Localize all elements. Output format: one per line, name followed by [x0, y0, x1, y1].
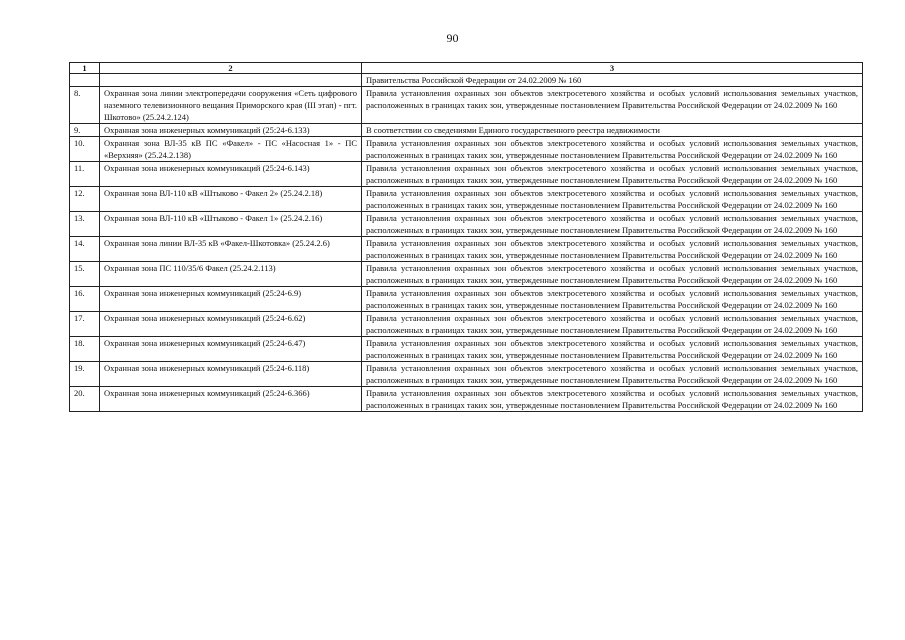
zone-name: Охранная зона инженерных коммуникаций (25:24-6.133) — [100, 124, 362, 137]
table-header-row — [70, 63, 863, 74]
row-number: 19. — [70, 362, 100, 387]
table-row — [70, 262, 863, 287]
legal-basis: Правила установления охранных зон объектов электросетевого хозяйства и особых условий использования земельных участков, расположенных в границах таких зон, утвержденные постановлением Правительства Российской Федерации от 24.02.2009 № 160 — [362, 387, 863, 412]
header-cell-1: 1 — [70, 63, 100, 74]
legal-basis: Правительства Российской Федерации от 24.02.2009 № 160 — [362, 74, 863, 87]
legal-basis: Правила установления охранных зон объектов электросетевого хозяйства и особых условий использования земельных участков, расположенных в границах таких зон, утвержденные постановлением Правительства Российской Федерации от 24.02.2009 № 160 — [362, 212, 863, 237]
legal-basis: Правила установления охранных зон объектов электросетевого хозяйства и особых условий использования земельных участков, расположенных в границах таких зон, утвержденные постановлением Правительства Российской Федерации от 24.02.2009 № 160 — [362, 362, 863, 387]
row-number — [70, 74, 100, 87]
zone-name: Охранная зона линии ВЛ-35 кВ «Факел-Шкотовка» (25.24.2.6) — [100, 237, 362, 262]
legal-basis: Правила установления охранных зон объектов электросетевого хозяйства и особых условий использования земельных участков, расположенных в границах таких зон, утвержденные постановлением Правительства Российской Федерации от 24.02.2009 № 160 — [362, 87, 863, 124]
row-number: 14. — [70, 237, 100, 262]
legal-basis: Правила установления охранных зон объектов электросетевого хозяйства и особых условий использования земельных участков, расположенных в границах таких зон, утвержденные постановлением Правительства Российской Федерации от 24.02.2009 № 160 — [362, 162, 863, 187]
table-row — [70, 137, 863, 162]
table-row — [70, 337, 863, 362]
table-row — [70, 124, 863, 137]
table-row — [70, 87, 863, 124]
legal-basis: Правила установления охранных зон объектов электросетевого хозяйства и особых условий использования земельных участков, расположенных в границах таких зон, утвержденные постановлением Правительства Российской Федерации от 24.02.2009 № 160 — [362, 237, 863, 262]
row-number: 8. — [70, 87, 100, 124]
legal-basis: Правила установления охранных зон объектов электросетевого хозяйства и особых условий использования земельных участков, расположенных в границах таких зон, утвержденные постановлением Правительства Российской Федерации от 24.02.2009 № 160 — [362, 137, 863, 162]
table-row — [70, 212, 863, 237]
legal-basis: Правила установления охранных зон объектов электросетевого хозяйства и особых условий использования земельных участков, расположенных в границах таких зон, утвержденные постановлением Правительства Российской Федерации от 24.02.2009 № 160 — [362, 287, 863, 312]
zone-name: Охранная зона инженерных коммуникаций (25:24-6.366) — [100, 387, 362, 412]
table-row — [70, 312, 863, 337]
legal-basis: Правила установления охранных зон объектов электросетевого хозяйства и особых условий использования земельных участков, расположенных в границах таких зон, утвержденные постановлением Правительства Российской Федерации от 24.02.2009 № 160 — [362, 262, 863, 287]
zones-table — [69, 62, 863, 412]
zone-name: Охранная зона ВЛ-110 кВ «Штыково - Факел 1» (25.24.2.16) — [100, 212, 362, 237]
legal-basis: Правила установления охранных зон объектов электросетевого хозяйства и особых условий использования земельных участков, расположенных в границах таких зон, утвержденные постановлением Правительства Российской Федерации от 24.02.2009 № 160 — [362, 337, 863, 362]
page-number: 90 — [446, 31, 459, 45]
zone-name: Охранная зона инженерных коммуникаций (25:24-6.143) — [100, 162, 362, 187]
row-number: 20. — [70, 387, 100, 412]
row-number: 9. — [70, 124, 100, 137]
row-number: 10. — [70, 137, 100, 162]
row-number: 16. — [70, 287, 100, 312]
header-cell-2: 2 — [100, 63, 362, 74]
row-number: 13. — [70, 212, 100, 237]
continuation-row — [70, 74, 863, 87]
zone-name: Охранная зона ПС 110/35/6 Факел (25.24.2.113) — [100, 262, 362, 287]
header-cell-3: 3 — [362, 63, 863, 74]
table-row — [70, 162, 863, 187]
table-row — [70, 387, 863, 412]
zone-name: Охранная зона линии электропередачи сооружения «Сеть цифрового наземного телевизионного вещания Приморского края (III этап) - пгт. Шкотово» (25.24.2.124) — [100, 87, 362, 124]
legal-basis: Правила установления охранных зон объектов электросетевого хозяйства и особых условий использования земельных участков, расположенных в границах таких зон, утвержденные постановлением Правительства Российской Федерации от 24.02.2009 № 160 — [362, 312, 863, 337]
row-number: 15. — [70, 262, 100, 287]
legal-basis: Правила установления охранных зон объектов электросетевого хозяйства и особых условий использования земельных участков, расположенных в границах таких зон, утвержденные постановлением Правительства Российской Федерации от 24.02.2009 № 160 — [362, 187, 863, 212]
table-row — [70, 362, 863, 387]
row-number: 12. — [70, 187, 100, 212]
table-row — [70, 237, 863, 262]
row-number: 18. — [70, 337, 100, 362]
zone-name: Охранная зона ВЛ-35 кВ ПС «Факел» - ПС «Насосная 1» - ПС «Верхняя» (25.24.2.138) — [100, 137, 362, 162]
zone-name: Охранная зона ВЛ-110 кВ «Штыково - Факел 2» (25.24.2.18) — [100, 187, 362, 212]
table-row — [70, 187, 863, 212]
zone-name: Охранная зона инженерных коммуникаций (25:24-6.47) — [100, 337, 362, 362]
row-number: 11. — [70, 162, 100, 187]
zone-name: Охранная зона инженерных коммуникаций (25:24-6.62) — [100, 312, 362, 337]
zone-name: Охранная зона инженерных коммуникаций (25:24-6.9) — [100, 287, 362, 312]
row-number: 17. — [70, 312, 100, 337]
zone-name: Охранная зона инженерных коммуникаций (25:24-6.118) — [100, 362, 362, 387]
legal-basis: В соответствии со сведениями Единого государственного реестра недвижимости — [362, 124, 863, 137]
zone-name — [100, 74, 362, 87]
table-row — [70, 287, 863, 312]
